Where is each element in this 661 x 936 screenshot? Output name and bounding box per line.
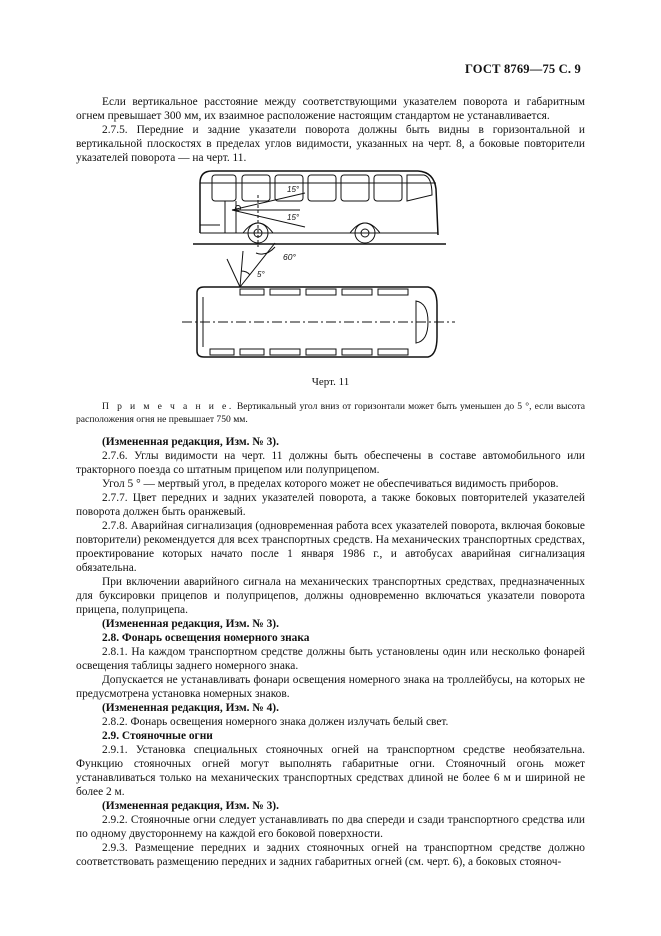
paragraph: 2.8.2. Фонарь освещения номерного знака должен излучать белый свет.	[102, 716, 449, 728]
page-header: ГОСТ 8769—75 С. 9	[464, 62, 581, 76]
figure-bus-diagram	[0, 165, 661, 365]
intro-paragraph-2: 2.7.5. Передние и задние указатели поворота должны быть видны в горизонтальной и вертикальной плоскостях в пределах углов видимости, указанных на черт. 8, а боковые повторители указателей поворота — на черт. 11.	[76, 124, 585, 164]
section-heading: 2.8. Фонарь освещения номерного знака	[102, 632, 310, 644]
note-label: П р и м е ч а н и е.	[102, 401, 234, 412]
note-block	[76, 400, 585, 426]
paragraph: 2.9.3. Размещение передних и задних стояночных огней на транспортном средстве должно соответствовать размещению передних и задних габаритных огней (см. черт. 6), а боковых стояноч-	[76, 842, 585, 868]
paragraph: (Измененная редакция, Изм. № 3).	[102, 436, 279, 448]
section-heading: 2.9. Стояночные огни	[102, 730, 213, 742]
bus-side-view	[193, 171, 446, 247]
paragraph: 2.7.7. Цвет передних и задних указателей поворота, а также боковых повторителей указателей поворота должен быть оранжевый.	[76, 492, 585, 518]
paragraph: 2.7.6. Углы видимости на черт. 11 должны быть обеспечены в составе автомобильного или тракторного поезда со штатным прицепом или полуприцепом.	[76, 450, 585, 476]
paragraph: При включении аварийного сигнала на механических транспортных средствах, предназначенных для буксировки прицепов и полуприцепов, должны одновременно включаться указатели поворота прицепа, полуприцепа.	[76, 576, 585, 616]
figure-caption: Черт. 11	[311, 376, 350, 388]
paragraph: 2.9.2. Стояночные огни следует устанавливать по два спереди и сзади транспортного средства или по одному двустороннему на каждой его боковой поверхности.	[76, 814, 585, 840]
paragraph: 2.8.1. На каждом транспортном средстве должны быть установлены один или несколько фонарей освещения таблицы заднего номерного знака.	[76, 646, 585, 672]
bus-top-view	[182, 243, 455, 357]
paragraph: 2.7.8. Аварийная сигнализация (одновременная работа всех указателей поворота, включая боковые повторители) рекомендуется для всех транспортных средств. На механических транспортных средствах, проектирование которых начато после 1 января 1986 г., и автобусах аварийная сигнализация обязательна.	[76, 520, 585, 574]
angle-label-15-upper: 15°	[287, 185, 300, 194]
intro-block	[76, 95, 585, 165]
angle-label-15-lower: 15°	[287, 213, 300, 222]
paragraph: (Измененная редакция, Изм. № 4).	[102, 702, 279, 714]
angle-label-60: 60°	[283, 252, 296, 262]
paragraph: (Измененная редакция, Изм. № 3).	[102, 618, 279, 630]
body-block	[76, 435, 585, 869]
paragraph: 2.9.1. Установка специальных стояночных огней на транспортном средстве необязательна. Функцию стояночных огней могут выполнять габаритные огни. Стояночный огонь может устанавливаться только на механических транспортных средствах длиной не более 6 м и шириной не более 2 м.	[76, 744, 585, 798]
intro-paragraph-1: Если вертикальное расстояние между соответствующими указателем поворота и габаритным огнем превышает 300 мм, их взаимное расположение настоящим стандартом не устанавливается.	[76, 96, 585, 122]
paragraph: (Измененная редакция, Изм. № 3).	[102, 800, 279, 812]
paragraph: Допускается не устанавливать фонари освещения номерного знака на троллейбусы, на которых не предусмотрена установка номерных знаков.	[76, 674, 585, 700]
paragraph: Угол 5 ° — мертвый угол, в пределах которого может не обеспечиваться видимость приборов.	[102, 478, 559, 490]
angle-label-5: 5°	[257, 270, 265, 279]
note-text: Вертикальный угол вниз от горизонтали может быть уменьшен до 5 °, если высота расположения огня не превышает 750 мм.	[76, 401, 585, 425]
